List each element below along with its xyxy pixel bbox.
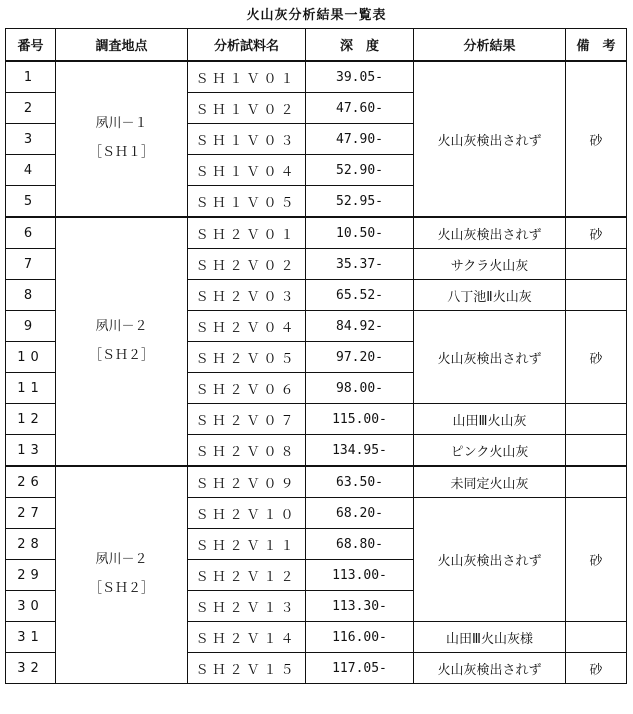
- row-number: 26: [6, 466, 56, 498]
- result-cell: 火山灰検出されず: [414, 653, 566, 684]
- sample-name: ＳＨ２Ｖ１２: [188, 560, 306, 591]
- row-number: 3: [6, 124, 56, 155]
- header-depth: 深 度: [306, 29, 414, 62]
- remark-cell: 砂: [566, 311, 627, 404]
- header-row: [6, 29, 627, 62]
- row-number: 11: [6, 373, 56, 404]
- header-remarks: 備 考: [566, 29, 627, 62]
- remark-cell: [566, 435, 627, 467]
- depth-value: 52.95-: [306, 186, 414, 218]
- remark-cell: [566, 404, 627, 435]
- site-code: ［ＳＨ２］: [88, 347, 154, 363]
- sample-name: ＳＨ２Ｖ０８: [188, 435, 306, 467]
- header-site: 調査地点: [56, 29, 188, 62]
- row-number: 28: [6, 529, 56, 560]
- sample-name: ＳＨ２Ｖ０５: [188, 342, 306, 373]
- depth-value: 39.05-: [306, 61, 414, 93]
- sample-name: ＳＨ２Ｖ１３: [188, 591, 306, 622]
- sample-name: ＳＨ２Ｖ０９: [188, 466, 306, 498]
- remark-cell: 砂: [566, 653, 627, 684]
- row-number: 2: [6, 93, 56, 124]
- row-number: 12: [6, 404, 56, 435]
- sample-name: ＳＨ２Ｖ０３: [188, 280, 306, 311]
- row-number: 6: [6, 217, 56, 249]
- depth-value: 47.90-: [306, 124, 414, 155]
- remark-cell: 砂: [566, 61, 627, 217]
- sample-name: ＳＨ２Ｖ１０: [188, 498, 306, 529]
- depth-value: 68.80-: [306, 529, 414, 560]
- depth-value: 97.20-: [306, 342, 414, 373]
- sample-name: ＳＨ１Ｖ０４: [188, 155, 306, 186]
- row-number: 27: [6, 498, 56, 529]
- sample-name: ＳＨ１Ｖ０５: [188, 186, 306, 218]
- row-number: 32: [6, 653, 56, 684]
- remark-cell: [566, 622, 627, 653]
- site-code: ［ＳＨ２］: [88, 581, 154, 596]
- result-cell: 八丁池Ⅱ火山灰: [414, 280, 566, 311]
- depth-value: 65.52-: [306, 280, 414, 311]
- row-number: 30: [6, 591, 56, 622]
- remark-cell: 砂: [566, 217, 627, 249]
- row-number: 9: [6, 311, 56, 342]
- row-number: 7: [6, 249, 56, 280]
- depth-value: 47.60-: [306, 93, 414, 124]
- sample-name: ＳＨ１Ｖ０１: [188, 61, 306, 93]
- row-number: 5: [6, 186, 56, 218]
- result-cell: 山田Ⅲ火山灰様: [414, 622, 566, 653]
- depth-value: 63.50-: [306, 466, 414, 498]
- sample-name: ＳＨ２Ｖ０４: [188, 311, 306, 342]
- depth-value: 98.00-: [306, 373, 414, 404]
- depth-value: 116.00-: [306, 622, 414, 653]
- sample-name: ＳＨ２Ｖ０７: [188, 404, 306, 435]
- result-cell: サクラ火山灰: [414, 249, 566, 280]
- remark-cell: [566, 280, 627, 311]
- row-number: 10: [6, 342, 56, 373]
- depth-value: 117.05-: [306, 653, 414, 684]
- depth-value: 115.00-: [306, 404, 414, 435]
- site-cell: [56, 61, 188, 217]
- header-number: 番号: [6, 29, 56, 62]
- table-row: [6, 217, 627, 249]
- results-table: [5, 28, 627, 684]
- depth-value: 35.37-: [306, 249, 414, 280]
- remark-cell: [566, 466, 627, 498]
- depth-value: 10.50-: [306, 217, 414, 249]
- result-cell: 火山灰検出されず: [414, 61, 566, 217]
- row-number: 29: [6, 560, 56, 591]
- site-name: 夙川－１: [95, 116, 148, 132]
- depth-value: 134.95-: [306, 435, 414, 467]
- header-sample: 分析試料名: [188, 29, 306, 62]
- row-number: 4: [6, 155, 56, 186]
- site-cell: [56, 217, 188, 466]
- result-cell: ピンク火山灰: [414, 435, 566, 467]
- depth-value: 113.00-: [306, 560, 414, 591]
- sample-name: ＳＨ２Ｖ０１: [188, 217, 306, 249]
- result-cell: 山田Ⅲ火山灰: [414, 404, 566, 435]
- site-name: 夙川－２: [95, 318, 148, 334]
- row-number: 1: [6, 61, 56, 93]
- result-cell: 火山灰検出されず: [414, 217, 566, 249]
- table-row: [6, 466, 627, 498]
- sample-name: ＳＨ２Ｖ０６: [188, 373, 306, 404]
- remark-cell: 砂: [566, 498, 627, 622]
- depth-value: 52.90-: [306, 155, 414, 186]
- remark-cell: [566, 249, 627, 280]
- site-code: ［ＳＨ１］: [88, 145, 154, 160]
- sample-name: ＳＨ２Ｖ１１: [188, 529, 306, 560]
- table-row: [6, 61, 627, 93]
- sample-name: ＳＨ２Ｖ０２: [188, 249, 306, 280]
- depth-value: 68.20-: [306, 498, 414, 529]
- site-name: 夙川－２: [95, 552, 148, 568]
- row-number: 8: [6, 280, 56, 311]
- depth-value: 113.30-: [306, 591, 414, 622]
- row-number: 31: [6, 622, 56, 653]
- row-number: 13: [6, 435, 56, 467]
- sample-name: ＳＨ１Ｖ０３: [188, 124, 306, 155]
- header-result: 分析結果: [414, 29, 566, 62]
- sample-name: ＳＨ１Ｖ０２: [188, 93, 306, 124]
- result-cell: 火山灰検出されず: [414, 498, 566, 622]
- depth-value: 84.92-: [306, 311, 414, 342]
- page-title: 火山灰分析結果一覧表: [246, 8, 387, 23]
- result-cell: 未同定火山灰: [414, 466, 566, 498]
- sample-name: ＳＨ２Ｖ１５: [188, 653, 306, 684]
- sample-name: ＳＨ２Ｖ１４: [188, 622, 306, 653]
- site-cell: [56, 466, 188, 684]
- result-cell: 火山灰検出されず: [414, 311, 566, 404]
